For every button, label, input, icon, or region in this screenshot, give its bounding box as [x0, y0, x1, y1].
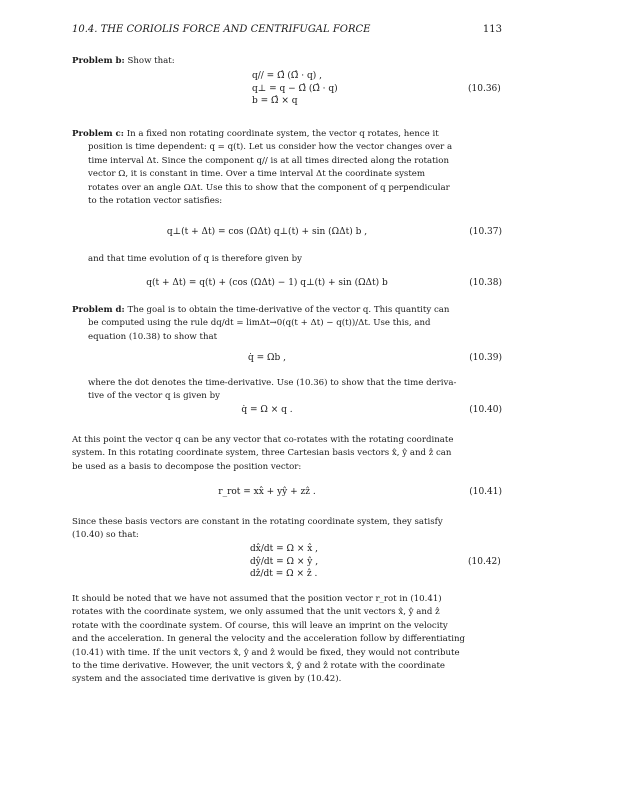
equation-number: (10.38) [469, 278, 502, 288]
text-line: be computed using the rule dq/dt = limΔt→0(q(t + Δt) − q(t))/Δt. Use this, and [88, 318, 431, 329]
text-line: Since these basis vectors are constant in the rotating coordinate system, they satisfy [72, 517, 443, 527]
equation-10-37 [72, 227, 502, 240]
text-line: rotates with the coordinate system, we only assumed that the unit vectors x̂, ŷ and ẑ [72, 607, 440, 618]
equation-number: (10.42) [468, 557, 501, 567]
text-line: and that time evolution of q is therefore given by [88, 254, 302, 264]
equation-text: q(t + Δt) = q(t) + (cos (ΩΔt) − 1) q⊥(t) + sin (ΩΔt) b [146, 278, 388, 288]
equation-line: q⊥ = q − Ω̂ (Ω̂ · q) [252, 83, 338, 94]
text-line: rotate with the coordinate system. Of course, this will leave an imprint on the velocity [72, 620, 448, 631]
text-line: (10.41) with time. If the unit vectors x̂, ŷ and ẑ would be fixed, they would not contribute [72, 647, 460, 658]
equation-line: dŷ/dt = Ω × ŷ , [250, 556, 319, 567]
text-line: In a fixed non rotating coordinate system, the vector q rotates, hence it [126, 129, 439, 139]
text-line: equation (10.38) to show that [88, 331, 218, 342]
equation-number: (10.37) [469, 227, 502, 237]
text-line: tive of the vector q is given by [88, 391, 220, 402]
text-line: rotates over an angle ΩΔt. Use this to show that the component of q perpendicular [88, 182, 450, 193]
header-title: 10.4. THE CORIOLIS FORCE AND CENTRIFUGAL FORCE [72, 24, 371, 35]
running-header [72, 24, 502, 35]
problem-d-text [72, 304, 502, 344]
equation-line: b = Ω̂ × q [252, 96, 298, 106]
equation-number: (10.36) [468, 84, 501, 94]
equation-number: (10.41) [469, 487, 502, 497]
equation-line: dẑ/dt = Ω × ẑ . [250, 569, 318, 579]
problem-b-text: Show that: [127, 56, 175, 66]
text-line: time interval Δt. Since the component q// is at all times directed along the rotation [88, 155, 450, 166]
equation-number: (10.40) [469, 405, 502, 415]
problem-d-middle [72, 377, 518, 404]
text-line: system and the associated time derivative is given by (10.42). [72, 674, 342, 685]
text-line: where the dot denotes the time-derivative. Use (10.36) to show that the time deriva- [88, 378, 457, 388]
equation-10-40 [72, 405, 502, 418]
text-line: At this point the vector q can be any vector that co-rotates with the rotating coordinate [72, 435, 454, 445]
problem-c-text [72, 128, 502, 208]
text-line: position is time dependent: q = q(t). Let us consider how the vector changes over a [88, 142, 453, 153]
equation-text: r_rot = xx̂ + yŷ + zẑ . [218, 487, 316, 497]
paragraph-rotation-note [72, 593, 502, 687]
text-line: It should be noted that we have not assumed that the position vector r_rot in (10.41) [72, 594, 442, 604]
equation-10-39 [72, 353, 502, 366]
equation-10-38 [72, 278, 502, 291]
equation-10-42 [250, 543, 318, 581]
text-line: be used as a basis to decompose the position vector: [72, 461, 302, 472]
equation-10-36 [252, 70, 338, 108]
page-number: 113 [482, 24, 502, 35]
problem-c-label: Problem c: [72, 129, 124, 139]
text-line: and the acceleration. In general the velocity and the acceleration follow by differentiating [72, 634, 465, 645]
equation-10-41 [72, 487, 502, 500]
text-line: system. In this rotating coordinate system, three Cartesian basis vectors x̂, ŷ and ẑ can [72, 448, 452, 459]
text-line: (10.40) so that: [72, 530, 139, 541]
problem-b-intro [72, 55, 502, 68]
text-line: to the rotation vector satisfies: [88, 196, 223, 207]
equation-text: q⊥(t + Δt) = cos (ΩΔt) q⊥(t) + sin (ΩΔt) b , [166, 227, 368, 237]
paragraph-basis [72, 434, 502, 474]
equation-line: dx̂/dt = Ω × x̂ , [250, 544, 319, 554]
problem-d-label: Problem d: [72, 305, 125, 315]
text-line: to the time derivative. However, the unit vectors x̂, ŷ and ẑ rotate with the coordinate [72, 661, 446, 672]
equation-text: q̇ = Ωb , [248, 353, 286, 363]
problem-b-label: Problem b: [72, 56, 125, 66]
problem-c-middle [72, 253, 518, 266]
text-line: The goal is to obtain the time-derivative of the vector q. This quantity can [127, 305, 450, 315]
equation-number: (10.39) [469, 353, 502, 363]
equation-line: q// = Ω̂ (Ω̂ · q) , [252, 71, 322, 81]
equation-text: q̇ = Ω × q . [241, 405, 293, 415]
paragraph-constant-basis [72, 516, 502, 543]
text-line: vector Ω, it is constant in time. Over a time interval Δt the coordinate system [88, 169, 426, 180]
